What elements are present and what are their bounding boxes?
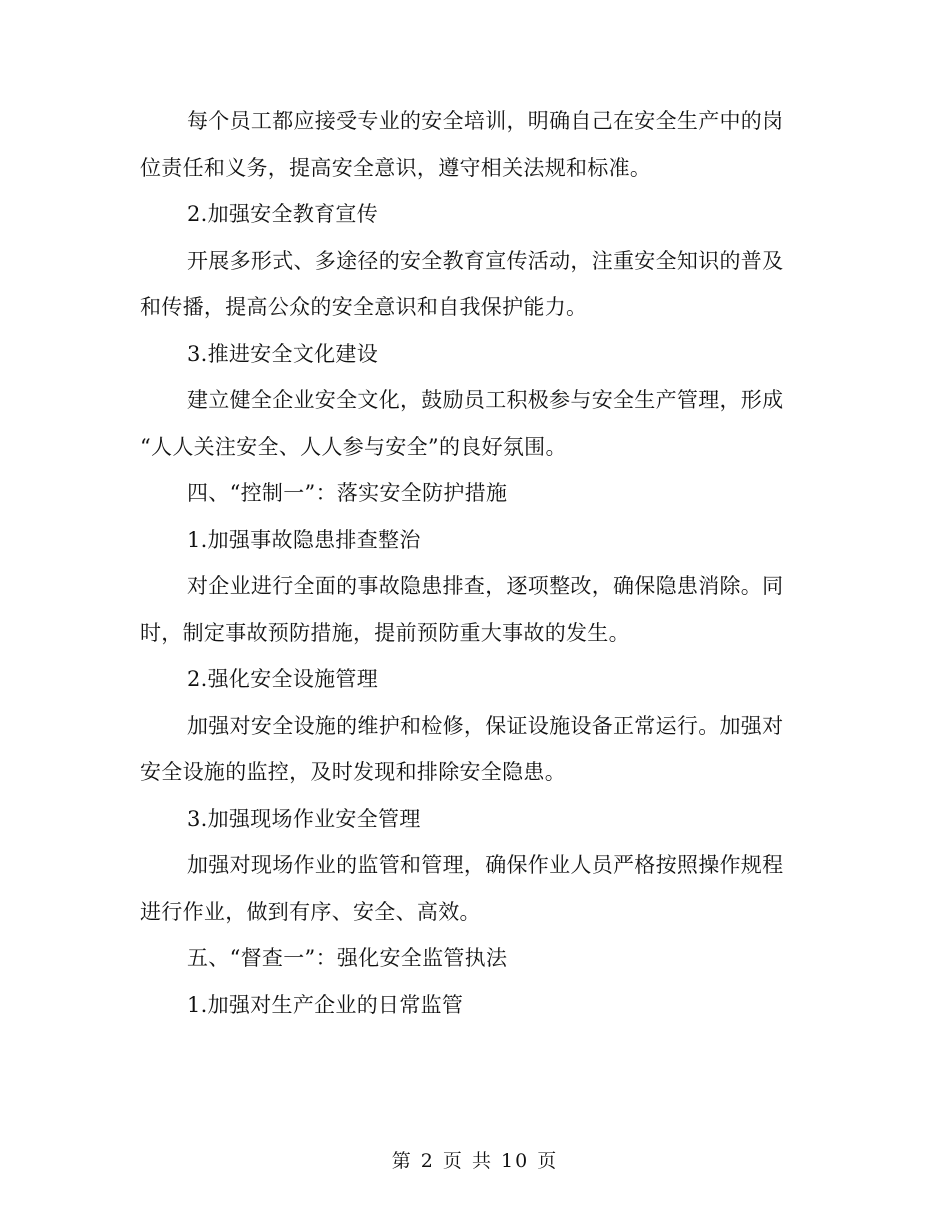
text-line: 对企业进行全面的事故隐患排查，逐项整改，确保隐患消除。同 xyxy=(187,574,784,598)
page-footer: 第 2 页 共 10 页 xyxy=(391,1150,559,1172)
text-line: 加强对现场作业的监管和管理，确保作业人员严格按照操作规程 xyxy=(187,853,784,877)
text-line: 1.加强事故隐患排查整治 xyxy=(187,527,421,552)
text-line: 1.加强对生产企业的日常监管 xyxy=(187,992,464,1017)
text-line: 安全设施的监控，及时发现和排除安全隐患。 xyxy=(140,760,566,784)
text-line: 2.强化安全设施管理 xyxy=(187,667,379,691)
text-line: 四、“控制一”：落实安全防护措施 xyxy=(187,481,508,505)
text-line: 加强对安全设施的维护和检修，保证设施设备正常运行。加强对 xyxy=(187,713,784,738)
text-line: 和传播，提高公众的安全意识和自我保护能力。 xyxy=(140,295,588,319)
text-line: 时，制定事故预防措施，提前预防重大事故的发生。 xyxy=(140,620,630,645)
text-line: “人人关注安全、人人参与安全”的良好氛围。 xyxy=(140,434,567,459)
text-line: 开展多形式、多途径的安全教育宣传活动，注重安全知识的普及 xyxy=(187,248,784,273)
text-line: 五、“督查一”：强化安全监管执法 xyxy=(187,946,508,970)
text-line: 进行作业，做到有序、安全、高效。 xyxy=(140,899,481,924)
document-body xyxy=(140,98,800,1028)
text-line: 3.加强现场作业安全管理 xyxy=(187,806,421,831)
text-line: 建立健全企业安全文化，鼓励员工积极参与安全生产管理，形成 xyxy=(187,388,784,412)
text-line: 位责任和义务，提高安全意识，遵守相关法规和标准。 xyxy=(140,155,652,180)
text-line: 每个员工都应接受专业的安全培训，明确自己在安全生产中的岗 xyxy=(187,109,784,133)
text-line: 3.推进安全文化建设 xyxy=(187,341,379,366)
text-line: 2.加强安全教育宣传 xyxy=(187,202,379,226)
